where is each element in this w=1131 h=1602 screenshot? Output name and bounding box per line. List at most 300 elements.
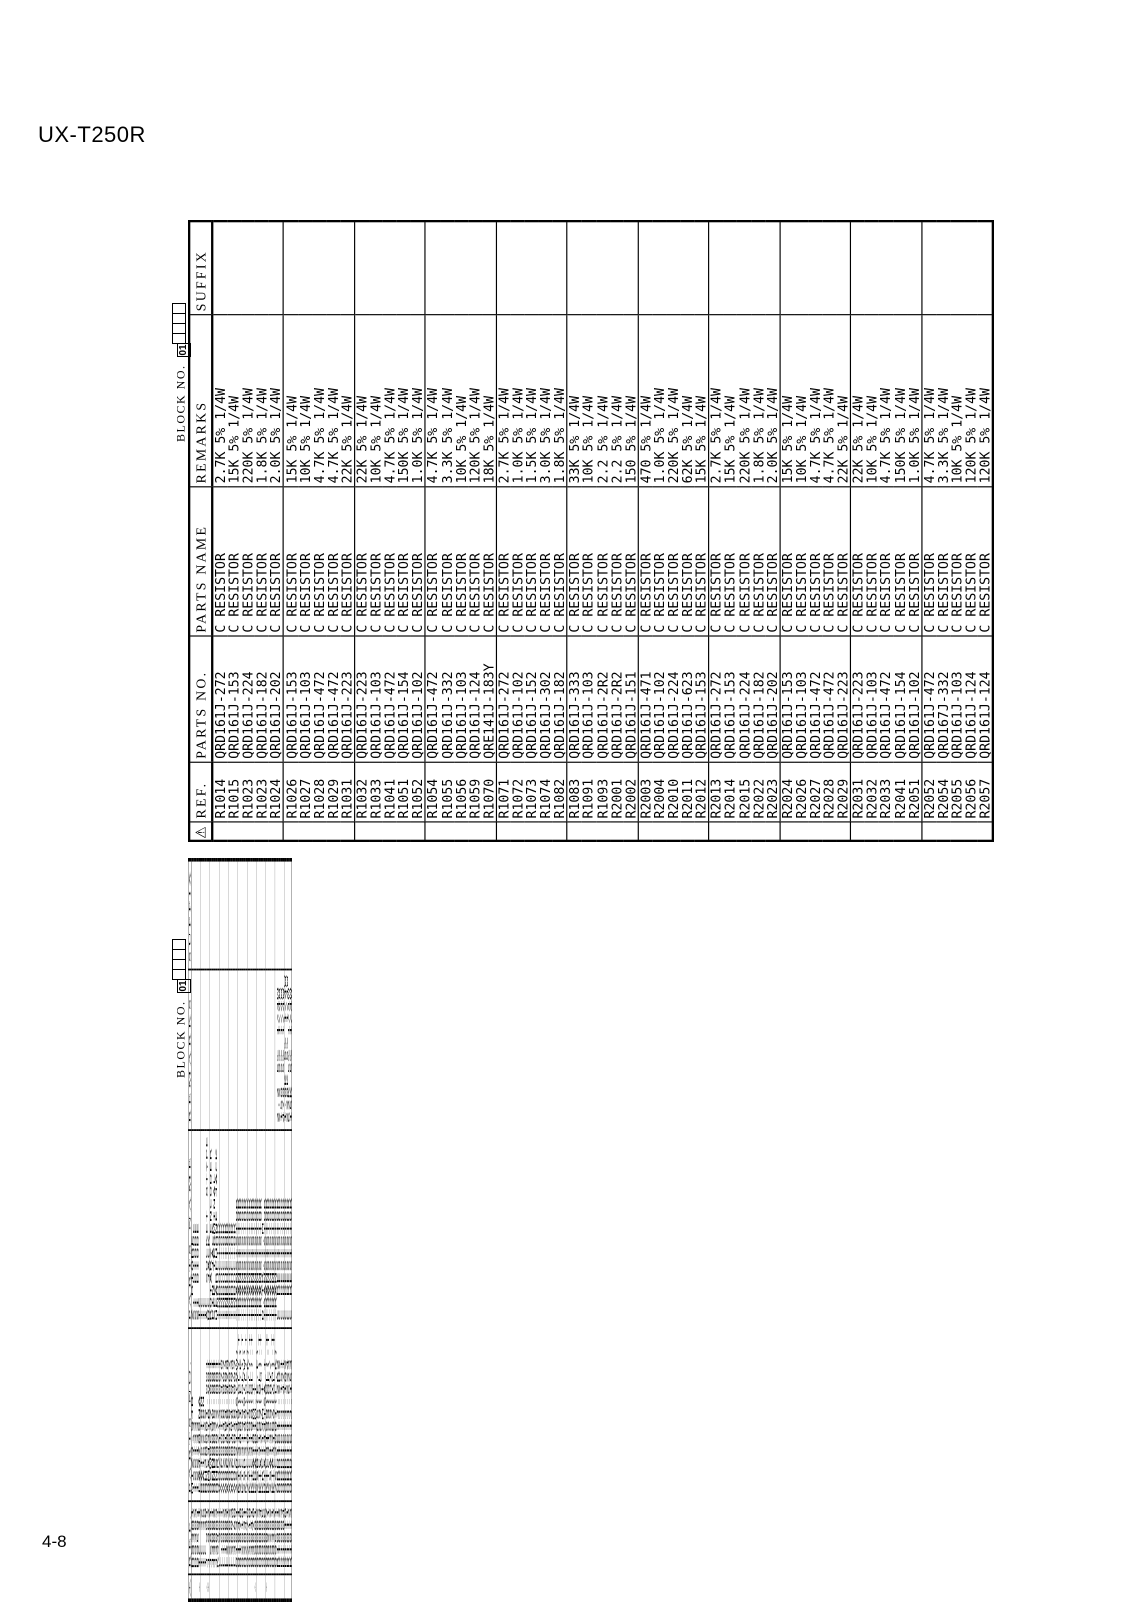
parts-name-cell: INDUCTOR	[227, 1130, 229, 1328]
ref-cell: R1059	[468, 763, 482, 823]
suffix-cell	[851, 221, 866, 315]
ref-cell: R1071	[496, 763, 511, 823]
suffix-cell	[369, 221, 383, 315]
parts-name-cell: TRANSISTOR	[260, 1130, 262, 1328]
table-row	[355, 221, 370, 841]
suffix-cell	[290, 860, 292, 969]
parts-no-cell: KTC3199(GL)-T	[268, 1327, 270, 1500]
remarks-cell: 2.2 5% 1/4W	[596, 315, 610, 487]
table-row	[624, 221, 639, 841]
ref-cell: R1023	[255, 763, 269, 823]
warning-mark	[950, 822, 964, 840]
warning-mark	[936, 822, 950, 840]
ref-cell: R1074	[539, 763, 553, 823]
remarks-cell: 220K 5% 1/4W	[737, 315, 751, 487]
warning-mark	[808, 822, 822, 840]
parts-no-cell: LA4705NA	[199, 1327, 201, 1500]
parts-name-cell: TRANSISTOR	[253, 1130, 255, 1328]
remarks-cell: 10K 5% 1/4W	[794, 315, 808, 487]
table-row	[780, 221, 795, 841]
suffix-cell	[653, 221, 667, 315]
warning-mark	[539, 822, 553, 840]
warning-mark	[397, 822, 411, 840]
ref-cell: R2023	[765, 763, 780, 823]
warning-mark	[794, 822, 808, 840]
parts-name-cell: C RESISTOR	[780, 487, 795, 636]
table-row	[680, 221, 694, 841]
parts-name-cell: C RESISTOR	[440, 487, 454, 636]
suffix-cell	[964, 221, 978, 315]
warning-mark	[496, 822, 511, 840]
warning-mark	[269, 822, 284, 840]
parts-no-cell: QRD161J-472	[326, 637, 340, 763]
parts-name-cell: D.TR.I.M	[262, 1130, 264, 1328]
parts-name-cell: RESISTOR	[277, 1130, 279, 1328]
parts-no-cell: KTA1267(YG)-T	[260, 1327, 262, 1500]
parts-no-cell: QRD161J-472	[425, 637, 440, 763]
warning-mark	[653, 822, 667, 840]
warning-mark: ⚠	[254, 1575, 256, 1600]
parts-no-cell: QQR0272-001	[217, 1327, 219, 1500]
parts-name-cell: C RESISTOR	[709, 487, 724, 636]
suffix-cell	[780, 221, 795, 315]
parts-name-cell: TRANSISTOR	[243, 1130, 245, 1328]
warning-mark	[425, 822, 440, 840]
parts-name-cell: HEADPHONE JACK	[215, 1130, 217, 1328]
suffix-cell	[411, 221, 426, 315]
table-row	[383, 221, 397, 841]
parts-no-cell: QRD161J-2R2	[596, 637, 610, 763]
parts-name-cell: INDUCTOR	[223, 1130, 225, 1328]
remarks-cell: 470 5% 1/4W	[638, 315, 653, 487]
parts-no-cell: QRD161J-472	[312, 637, 326, 763]
parts-name-cell: C RESISTOR	[836, 487, 851, 636]
parts-no-cell: 1SS133	[193, 1327, 195, 1500]
table-row	[964, 221, 978, 841]
table-row	[922, 221, 937, 841]
table-row	[694, 221, 709, 841]
remarks-cell: 15K 5% 1/4W	[723, 315, 737, 487]
parts-name-cell: RESISTOR	[288, 1130, 290, 1328]
parts-no-cell: QRD161J-471	[638, 637, 653, 763]
ref-cell: Q9004	[260, 1500, 262, 1574]
remarks-cell: 10K 5% 1/4W	[369, 315, 383, 487]
suffix-cell	[680, 221, 694, 315]
parts-name-cell: C RESISTOR	[425, 487, 440, 636]
parts-no-cell: BA15218N	[201, 1327, 203, 1500]
block-no-label: BLOCK NO.	[173, 364, 188, 442]
warning-mark	[411, 822, 426, 840]
table-row	[907, 221, 922, 841]
table-row	[326, 221, 340, 841]
parts-name-cell: INDUCTOR	[219, 1130, 221, 1328]
suffix-cell	[709, 221, 724, 315]
table-row	[284, 221, 299, 841]
warning-mark	[255, 822, 269, 840]
ref-cell: IC 35	[202, 1500, 204, 1574]
ref-cell: Q1031	[236, 1500, 238, 1574]
parts-name-cell: C RESISTOR	[553, 487, 568, 636]
ref-cell: R1024	[269, 763, 284, 823]
remarks-cell: 120K 5% 1/4W	[964, 315, 978, 487]
parts-no-cell: QRD161J-102	[511, 637, 525, 763]
column-header-parts-no: PARTS NO.	[188, 1327, 191, 1500]
ref-cell: R1055	[440, 763, 454, 823]
column-header-suffix: SUFFIX	[189, 221, 212, 315]
parts-no-cell: QRD161J-103	[454, 637, 468, 763]
parts-name-cell: RESISTOR	[281, 1130, 283, 1328]
remarks-cell: 2.7K 5% 1/4W	[496, 315, 511, 487]
warning-mark	[737, 822, 751, 840]
parts-name-cell: C RESISTOR	[454, 487, 468, 636]
column-header-parts-name: PARTS NAME	[188, 1130, 191, 1328]
parts-no-cell: 2SD2144S(VW)	[236, 1327, 238, 1500]
warning-mark	[624, 822, 639, 840]
warning-mark	[212, 822, 227, 840]
parts-name-cell: TRANSISTOR	[247, 1130, 249, 1328]
suffix-cell	[667, 221, 681, 315]
parts-no-cell: QRD161J-124	[978, 637, 993, 763]
parts-name-cell: TRANSISTOR	[242, 1130, 244, 1328]
parts-name-cell: C RESISTOR	[397, 487, 411, 636]
suffix-cell	[227, 221, 241, 315]
parts-name-cell: C RESISTOR	[482, 487, 497, 636]
parts-no-cell: KTC3199(GL)-T	[258, 1327, 260, 1500]
parts-name-cell: IC	[199, 1130, 201, 1328]
parts-no-cell: MTZ3-9JB	[191, 1327, 193, 1500]
block-no-value: 01	[178, 344, 189, 356]
parts-no-cell: VQZ0048-007	[228, 1327, 230, 1500]
remarks-cell: 33K 5% 1/4W	[567, 315, 582, 487]
ref-cell: R1003	[281, 1500, 283, 1574]
table-row	[312, 221, 326, 841]
remarks-cell: 10K 5% 1/4W	[950, 315, 964, 487]
parts-name-cell: SPK TERMINAL	[214, 1130, 216, 1328]
suffix-cell	[269, 221, 284, 315]
block-number-right	[172, 303, 191, 442]
remarks-cell: 4.7K 5% 1/4W	[326, 315, 340, 487]
remarks-cell: 1.0K 5% 1/4W	[284, 969, 286, 1130]
header-row	[189, 221, 212, 841]
table-row	[227, 221, 241, 841]
parts-no-cell: 2SC2001(L,K)	[247, 1327, 249, 1500]
parts-no-cell: QRD161J-103	[794, 637, 808, 763]
suffix-cell	[553, 221, 568, 315]
ref-cell: J3003	[215, 1500, 217, 1574]
parts-no-cell: KRC114M-T	[262, 1327, 264, 1500]
table-row	[737, 221, 751, 841]
ref-cell: R2028	[822, 763, 836, 823]
ref-cell: L2001	[227, 1500, 229, 1574]
warning-mark	[709, 822, 724, 840]
table-row	[482, 221, 497, 841]
remarks-cell: 15K 5% 1/4W	[227, 315, 241, 487]
ref-cell: L1001	[221, 1500, 223, 1574]
table-row	[794, 221, 808, 841]
block-no-box	[172, 323, 186, 334]
ref-cell: R2012	[694, 763, 709, 823]
ref-cell: K9401	[217, 1500, 219, 1574]
remarks-cell: 150K 5% 1/4W	[397, 315, 411, 487]
parts-name-cell: RESISTOR	[279, 1130, 281, 1328]
suffix-cell	[355, 221, 370, 315]
page-number: 4-8	[42, 1532, 67, 1551]
parts-no-cell: QRD161J-224	[667, 637, 681, 763]
table-row	[851, 221, 866, 841]
parts-name-cell: C RESISTOR	[596, 487, 610, 636]
remarks-cell: 22K 5% 1/4W	[851, 315, 866, 487]
warning-mark	[440, 822, 454, 840]
table-row	[525, 221, 539, 841]
parts-name-cell: C RESISTOR	[511, 487, 525, 636]
table-row	[893, 221, 907, 841]
parts-no-cell: QSW0547-001	[210, 1327, 212, 1500]
parts-no-cell: QRD161J-154	[397, 637, 411, 763]
remarks-cell: 1.8K 5% 1/4W	[255, 315, 269, 487]
parts-table-left	[188, 858, 292, 1602]
remarks-cell: 62K 5% 1/4W	[288, 969, 290, 1130]
parts-no-cell: KTC3199(GL)-T	[249, 1327, 251, 1500]
parts-name-cell: C RESISTOR	[496, 487, 511, 636]
parts-no-cell: QRD161J-151	[624, 637, 639, 763]
ref-cell: R1072	[511, 763, 525, 823]
ref-cell: R2014	[723, 763, 737, 823]
remarks-cell: 15K 5% 1/4W	[284, 315, 299, 487]
ref-cell: L3080	[234, 1500, 236, 1574]
parts-name-cell: TRANSISTOR	[264, 1130, 266, 1328]
parts-name-cell: INDUCTOR	[221, 1130, 223, 1328]
suffix-cell	[539, 221, 553, 315]
parts-name-cell: INDUCTOR	[225, 1130, 227, 1328]
parts-name-cell: C RESISTOR	[667, 487, 681, 636]
warning-mark	[553, 822, 568, 840]
ref-cell: R2004	[653, 763, 667, 823]
parts-name-cell: TRANSISTOR	[249, 1130, 251, 1328]
parts-name-cell: C RESISTOR	[964, 487, 978, 636]
parts-no-cell: QRD161J-623	[680, 637, 694, 763]
column-header-remarks: REMARKS	[188, 969, 191, 1130]
parts-no-cell: QRD161J-102	[284, 1327, 286, 1500]
parts-name-cell: C RESISTOR	[269, 487, 284, 636]
remarks-cell: 4.7K 5% 1/4W	[808, 315, 822, 487]
ref-cell: Q3010	[249, 1500, 251, 1574]
remarks-cell: 4.7K 5% 1/4W	[822, 315, 836, 487]
warning-mark	[227, 822, 241, 840]
remarks-cell: 4.7K 5% 1/4W	[425, 315, 440, 487]
ref-cell: Q9005	[262, 1500, 264, 1574]
table-row	[879, 221, 893, 841]
warning-mark	[312, 822, 326, 840]
parts-no-cell: DTA144TSA-T	[264, 1327, 266, 1500]
table-row	[567, 221, 582, 841]
ref-cell: 901	[206, 1500, 208, 1574]
parts-no-cell: QRD161J-272	[496, 637, 511, 763]
ref-cell: R1073	[525, 763, 539, 823]
parts-no-cell: QRD161J-153	[723, 637, 737, 763]
parts-no-cell: 2SD2144S(VW)	[243, 1327, 245, 1500]
parts-name-cell: C RESISTOR	[255, 487, 269, 636]
remarks-cell: 150 5% 1/4W	[281, 969, 283, 1130]
remarks-cell: 2.7K 5% 1/4W	[212, 315, 227, 487]
table-row	[269, 221, 284, 841]
parts-no-cell: QRD161J-102	[653, 637, 667, 763]
parts-no-cell: QRD161J-182	[255, 637, 269, 763]
ref-cell: R1015	[227, 763, 241, 823]
remarks-cell: 10K 5% 1/4W	[865, 315, 879, 487]
remarks-cell: 22K 5% 1/4W	[836, 315, 851, 487]
ref-cell: R1028	[312, 763, 326, 823]
warning-mark	[751, 822, 765, 840]
suffix-cell	[454, 221, 468, 315]
remarks-cell: 220K 5% 1/4W	[241, 315, 255, 487]
parts-name-cell: C RESISTOR	[936, 487, 950, 636]
ref-cell: IC 31	[199, 1500, 201, 1574]
ref-cell: R1082	[553, 763, 568, 823]
ref-cell: R2024	[780, 763, 795, 823]
parts-name-cell: RESISTOR	[284, 1130, 286, 1328]
parts-no-cell: VQP0018-470	[227, 1327, 229, 1500]
warning-mark	[383, 822, 397, 840]
suffix-cell	[638, 221, 653, 315]
suffix-cell	[765, 221, 780, 315]
parts-no-cell: QRD161J-103	[950, 637, 964, 763]
ref-cell: R1027	[298, 763, 312, 823]
table-row	[340, 221, 355, 841]
suffix-cell	[511, 221, 525, 315]
ref-cell: JS801	[210, 1500, 212, 1574]
ref-cell: R1023	[241, 763, 255, 823]
parts-no-cell: QRD161J-223	[851, 637, 866, 763]
remarks-cell: 3.3K 5% 1/4W	[440, 315, 454, 487]
ref-cell: Q2010	[242, 1500, 244, 1574]
remarks-cell: 2.2 5% 1/4W	[610, 315, 624, 487]
ref-cell: R1010	[284, 1500, 286, 1574]
table-row	[411, 221, 426, 841]
ref-cell: Q9301	[271, 1500, 273, 1574]
warning-mark	[964, 822, 978, 840]
block-number-left	[172, 939, 191, 1078]
parts-no-cell: QRD161J-471	[282, 1327, 284, 1500]
warning-mark	[851, 822, 866, 840]
parts-no-cell: QNS0072-001	[215, 1327, 217, 1500]
warning-mark	[694, 822, 709, 840]
ref-cell: Q3070	[253, 1500, 255, 1574]
parts-name-cell: C RESISTOR	[751, 487, 765, 636]
remarks-cell: 2.7K 5% 1/4W	[709, 315, 724, 487]
parts-no-cell: QRD161J-302	[539, 637, 553, 763]
parts-no-cell: QRD161J-2R2	[610, 637, 624, 763]
suffix-cell	[241, 221, 255, 315]
table-row	[425, 221, 440, 841]
parts-no-cell: 1SS133	[197, 1327, 199, 1500]
suffix-cell	[284, 221, 299, 315]
parts-no-cell: QRD161J-272	[709, 637, 724, 763]
ref-cell: R2022	[751, 763, 765, 823]
parts-name-cell: TRANSISTOR	[236, 1130, 238, 1328]
warning-mark	[836, 822, 851, 840]
parts-name-cell: C RESISTOR	[737, 487, 751, 636]
ref-cell: Q1070	[240, 1500, 242, 1574]
parts-no-cell: QRD161J-623	[288, 1327, 290, 1500]
parts-no-cell: QRD161J-124	[964, 637, 978, 763]
parts-name-cell: TRANSISTOR	[245, 1130, 247, 1328]
parts-no-cell: QRD161J-223	[355, 637, 370, 763]
ref-cell: R1070	[482, 763, 497, 823]
remarks-cell: 120K 5% 1/4W	[468, 315, 482, 487]
remarks-cell: 1.0K 5% 1/4W	[511, 315, 525, 487]
parts-name-cell: TRANSISTOR	[238, 1130, 240, 1328]
parts-no-cell: QRD161J-2R2	[277, 1327, 279, 1500]
parts-name-cell: C RESISTOR	[765, 487, 780, 636]
parts-name-cell: INDUCTOR	[230, 1130, 232, 1328]
parts-no-cell: QRD161J-472	[922, 637, 937, 763]
block-no-boxes	[172, 303, 191, 356]
table-row	[582, 221, 596, 841]
remarks-cell: 1.0K 5% 1/4W	[907, 315, 922, 487]
parts-no-cell: QRD161J-103	[582, 637, 596, 763]
ref-cell: R2010	[667, 763, 681, 823]
parts-name-cell: IC	[202, 1130, 204, 1328]
ref-cell: R2029	[836, 763, 851, 823]
suffix-cell	[255, 221, 269, 315]
table-row	[397, 221, 411, 841]
table-row	[440, 221, 454, 841]
ref-cell: R2031	[851, 763, 866, 823]
suffix-cell	[737, 221, 751, 315]
parts-name-cell: C RESISTOR	[290, 1130, 292, 1328]
warning-mark	[284, 822, 299, 840]
parts-no-cell: VQP0018-470	[232, 1327, 234, 1500]
ref-cell: R2056	[964, 763, 978, 823]
suffix-cell	[567, 221, 582, 315]
table-row	[978, 221, 993, 841]
parts-no-cell: 2SA1359(OY/	[269, 1327, 271, 1500]
ref-cell: R2001	[610, 763, 624, 823]
warning-mark	[865, 822, 879, 840]
parts-name-cell: C RESISTOR	[355, 487, 370, 636]
parts-name-cell: PIN JACK	[212, 1130, 214, 1328]
parts-name-cell: SI DIODE	[197, 1130, 199, 1328]
parts-name-cell: INDUCTOR	[232, 1130, 234, 1328]
parts-name-cell: C RESISTOR	[298, 487, 312, 636]
ref-cell: R1011	[286, 1500, 288, 1574]
ref-cell: Q9201	[268, 1500, 270, 1574]
remarks-cell: 1.0K 5% 1/4W	[411, 315, 426, 487]
warning-mark: ⚠	[266, 1575, 268, 1600]
parts-no-cell: 2SC2001(L,K)	[240, 1327, 242, 1500]
remarks-cell: 22K 5% 1/4W	[340, 315, 355, 487]
ref-cell: R1032	[355, 763, 370, 823]
parts-no-cell: QRD161J-154	[893, 637, 907, 763]
warning-mark	[326, 822, 340, 840]
parts-name-cell: C RESISTOR	[369, 487, 383, 636]
table-row	[468, 221, 482, 841]
ref-cell: R2052	[922, 763, 937, 823]
suffix-cell	[525, 221, 539, 315]
remarks-cell: 10K 5% 1/4W	[298, 315, 312, 487]
ref-cell: Q9501	[275, 1500, 277, 1574]
remarks-cell: 15K 5% 1/4W	[290, 969, 292, 1130]
suffix-cell	[723, 221, 737, 315]
suffix-cell	[978, 221, 993, 315]
ref-cell: R1033	[369, 763, 383, 823]
suffix-cell	[950, 221, 964, 315]
ref-cell: L2002	[228, 1500, 230, 1574]
warning-mark	[482, 822, 497, 840]
ref-cell: L2003	[230, 1500, 232, 1574]
parts-no-cell: KTC3199(GL)-T	[251, 1327, 253, 1500]
suffix-cell	[425, 221, 440, 315]
